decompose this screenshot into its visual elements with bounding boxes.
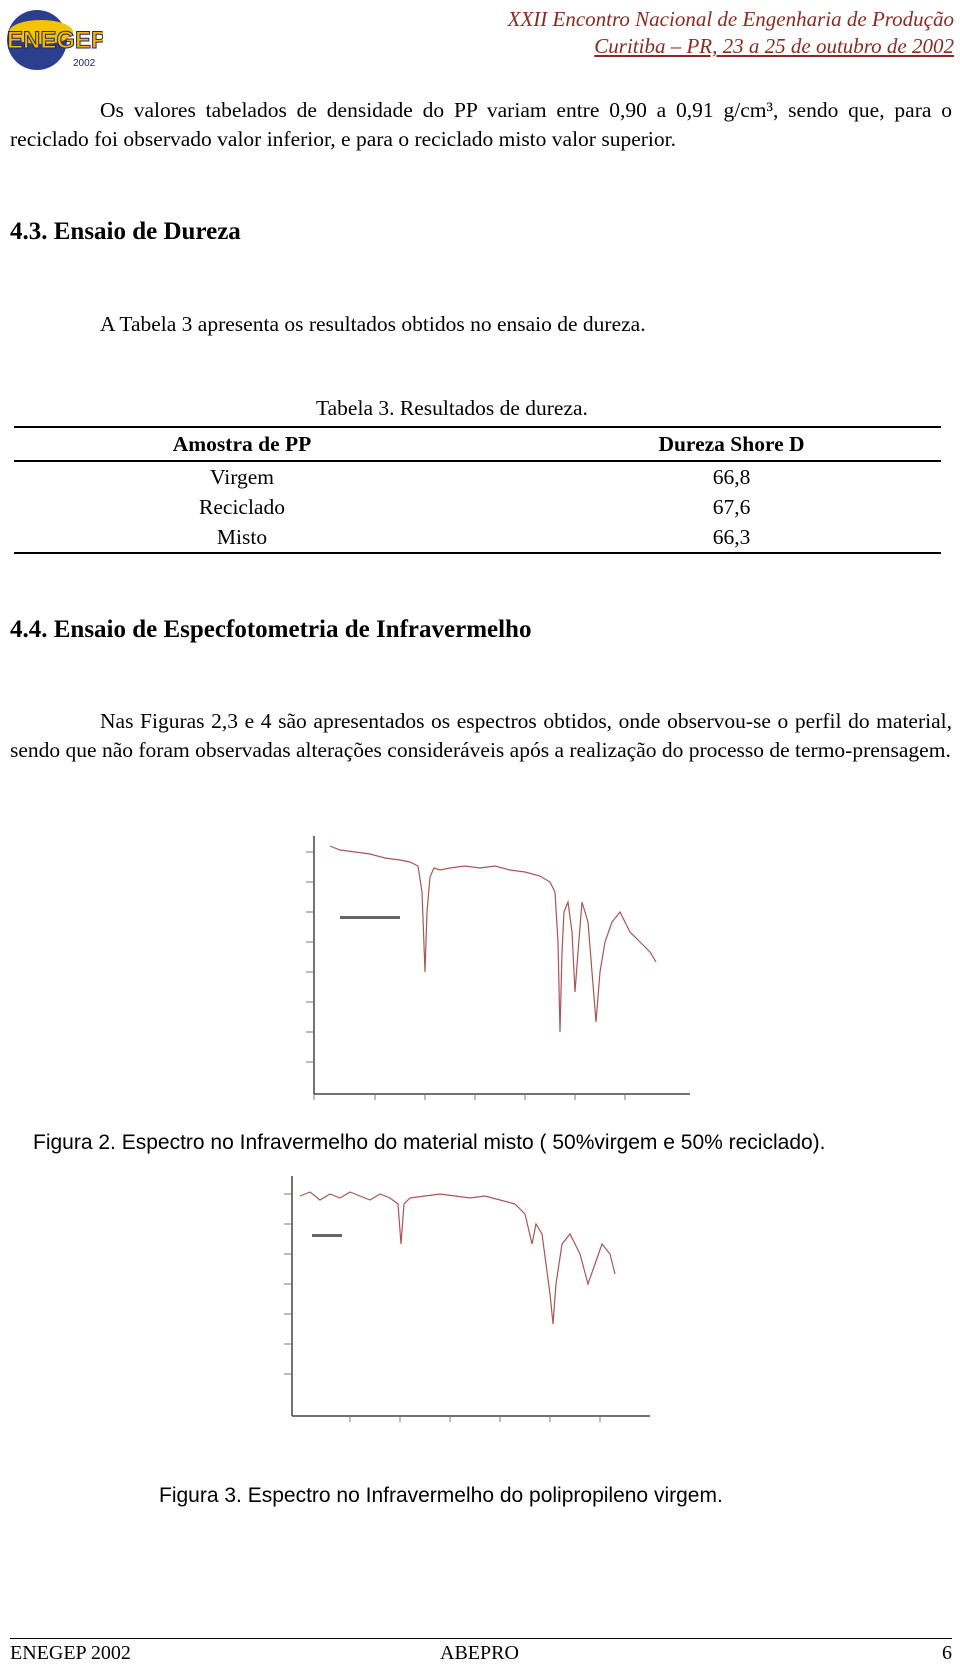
intro-paragraph: Os valores tabelados de densidade do PP variam entre 0,90 a 0,91 g/cm³, sendo que, para o reciclado foi observado valor inferior, e para o reciclado misto valor superior.: [10, 98, 952, 151]
conference-location: Curitiba – PR, 23 a 25 de outubro de 2002: [594, 34, 954, 58]
table-cell: Misto: [216, 525, 268, 549]
figure-3-caption: Figura 3. Espectro no Infravermelho do polipropileno virgem.: [159, 1484, 723, 1507]
page-number: 6: [942, 1642, 952, 1664]
table-cell: 67,6: [712, 495, 751, 519]
table-row: [14, 462, 941, 492]
column-header: Dureza Shore D: [658, 432, 805, 456]
ir-spectrum-figure-3: [270, 1174, 680, 1430]
footer-rule: [10, 1638, 952, 1639]
figure-2-caption: Figura 2. Espectro no Infravermelho do material misto ( 50%virgem e 50% reciclado).: [33, 1131, 826, 1154]
table-bottom-rule: [14, 552, 941, 554]
table-cell: Reciclado: [199, 495, 285, 519]
table-cell: 66,3: [712, 525, 751, 549]
table-cell: 66,8: [712, 465, 751, 489]
ir-spectrum-figure-2: [300, 832, 700, 1104]
logo-text: ENEGEP: [7, 27, 103, 54]
section-heading-ir: 4.4. Ensaio de Especfotometria de Infravermelho: [10, 616, 532, 643]
ir-paragraph: Nas Figuras 2,3 e 4 são apresentados os espectros obtidos, onde observou-se o perfil do material, sendo que não foram observadas alterações consideráveis após a realização do processo de termo-prensagem.: [10, 709, 952, 762]
logo-year: 2002: [73, 58, 96, 69]
table-cell: Virgem: [210, 465, 274, 489]
column-header: Amostra de PP: [172, 432, 312, 456]
table-header-row: [14, 428, 941, 460]
table-row: [14, 522, 941, 552]
footer-center: ABEPRO: [440, 1642, 519, 1664]
section-heading-hardness: 4.3. Ensaio de Dureza: [10, 218, 241, 245]
page-footer: [10, 1642, 952, 1668]
hardness-paragraph: A Tabela 3 apresenta os resultados obtidos no ensaio de dureza.: [100, 312, 646, 336]
conference-title: XXII Encontro Nacional de Engenharia de Produção: [507, 7, 954, 31]
table-caption: Tabela 3. Resultados de dureza.: [316, 396, 588, 420]
footer-left: ENEGEP 2002: [10, 1642, 131, 1664]
enegep-logo: [3, 2, 103, 80]
conference-header: [508, 6, 954, 60]
hardness-table: [14, 426, 941, 554]
table-row: [14, 492, 941, 522]
